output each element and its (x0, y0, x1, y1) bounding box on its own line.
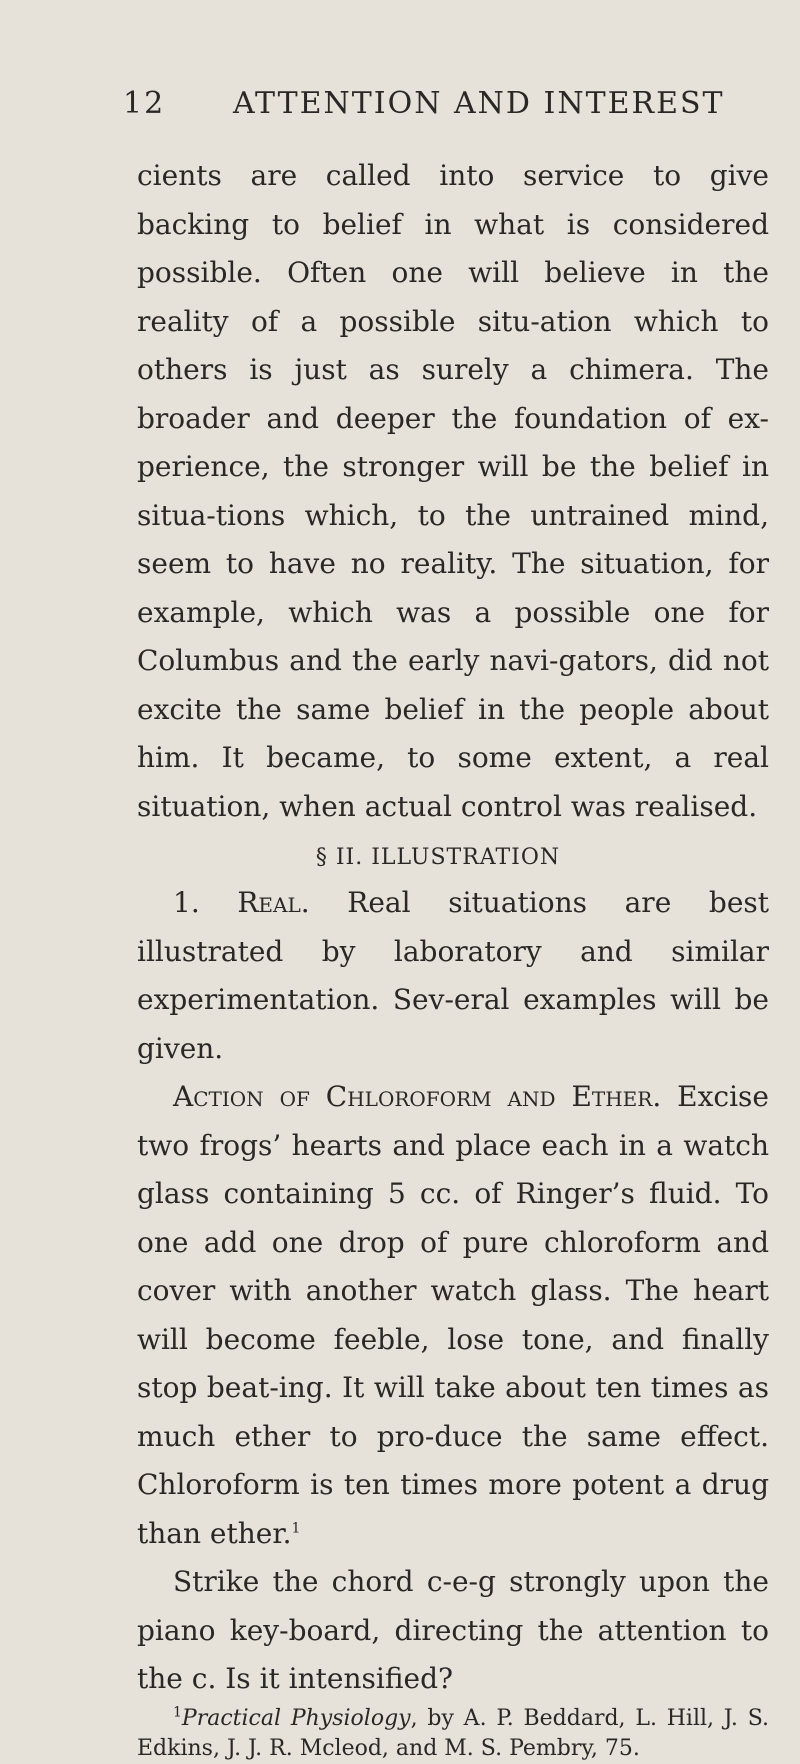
paragraph-lead: Action of Chloroform and Ether. (173, 1080, 662, 1113)
running-title: ATTENTION AND INTEREST (233, 86, 725, 121)
page-body (137, 152, 769, 1764)
paragraph-chloroform (137, 1073, 769, 1558)
paragraph-real (137, 879, 769, 1073)
footnote-title: Practical Physiology (181, 1705, 411, 1731)
paragraph-lead: 1. Real. (173, 886, 310, 919)
paragraph-piano: Strike the chord c-e-g strongly upon the piano key-board, directing the attention to the c. Is it intensified? (137, 1565, 769, 1695)
footnote (137, 1704, 769, 1764)
section-heading: § II. ILLUSTRATION (315, 845, 561, 870)
page-header (123, 86, 740, 126)
page-number: 12 (123, 86, 166, 121)
paragraph-text: Real situations are best illustrated by laboratory and similar experimentation. Sev-eral examples will be given. (137, 886, 770, 1065)
paragraph-text: Excise two frogs’ hearts and place each in a watch glass containing 5 cc. of Ringer’s fluid. To one add one drop of pure chloroform and cover with another watch glass. The heart will become feeble, lose tone, and finally stop beat-ing. It will take about ten times as much ether to pro-duce the same effect. Chloroform is ten times more potent a drug than ether. (137, 1080, 769, 1550)
footnote-mark: 1 (173, 1704, 182, 1721)
paragraph-continuation: cients are called into service to give backing to belief in what is considered possible. Often one will believe in the reality of a possible situ-ation which to others is just as surely a chimera. The broader and deeper the foundation of ex-perience, the stronger will be the belief in situa-tions which, to the untrained mind, seem to have no reality. The situation, for example, which was a possible one for Columbus and the early navi-gators, did not excite the same belief in the people about him. It became, to some extent, a real situation, when actual control was realised. (137, 159, 769, 823)
footnote-text: , by A. P. Beddard, L. Hill, J. S. Edkins, J. J. R. Mcleod, and M. S. Pembry, 75. (137, 1705, 769, 1761)
footnote-reference: 1 (291, 1520, 301, 1537)
